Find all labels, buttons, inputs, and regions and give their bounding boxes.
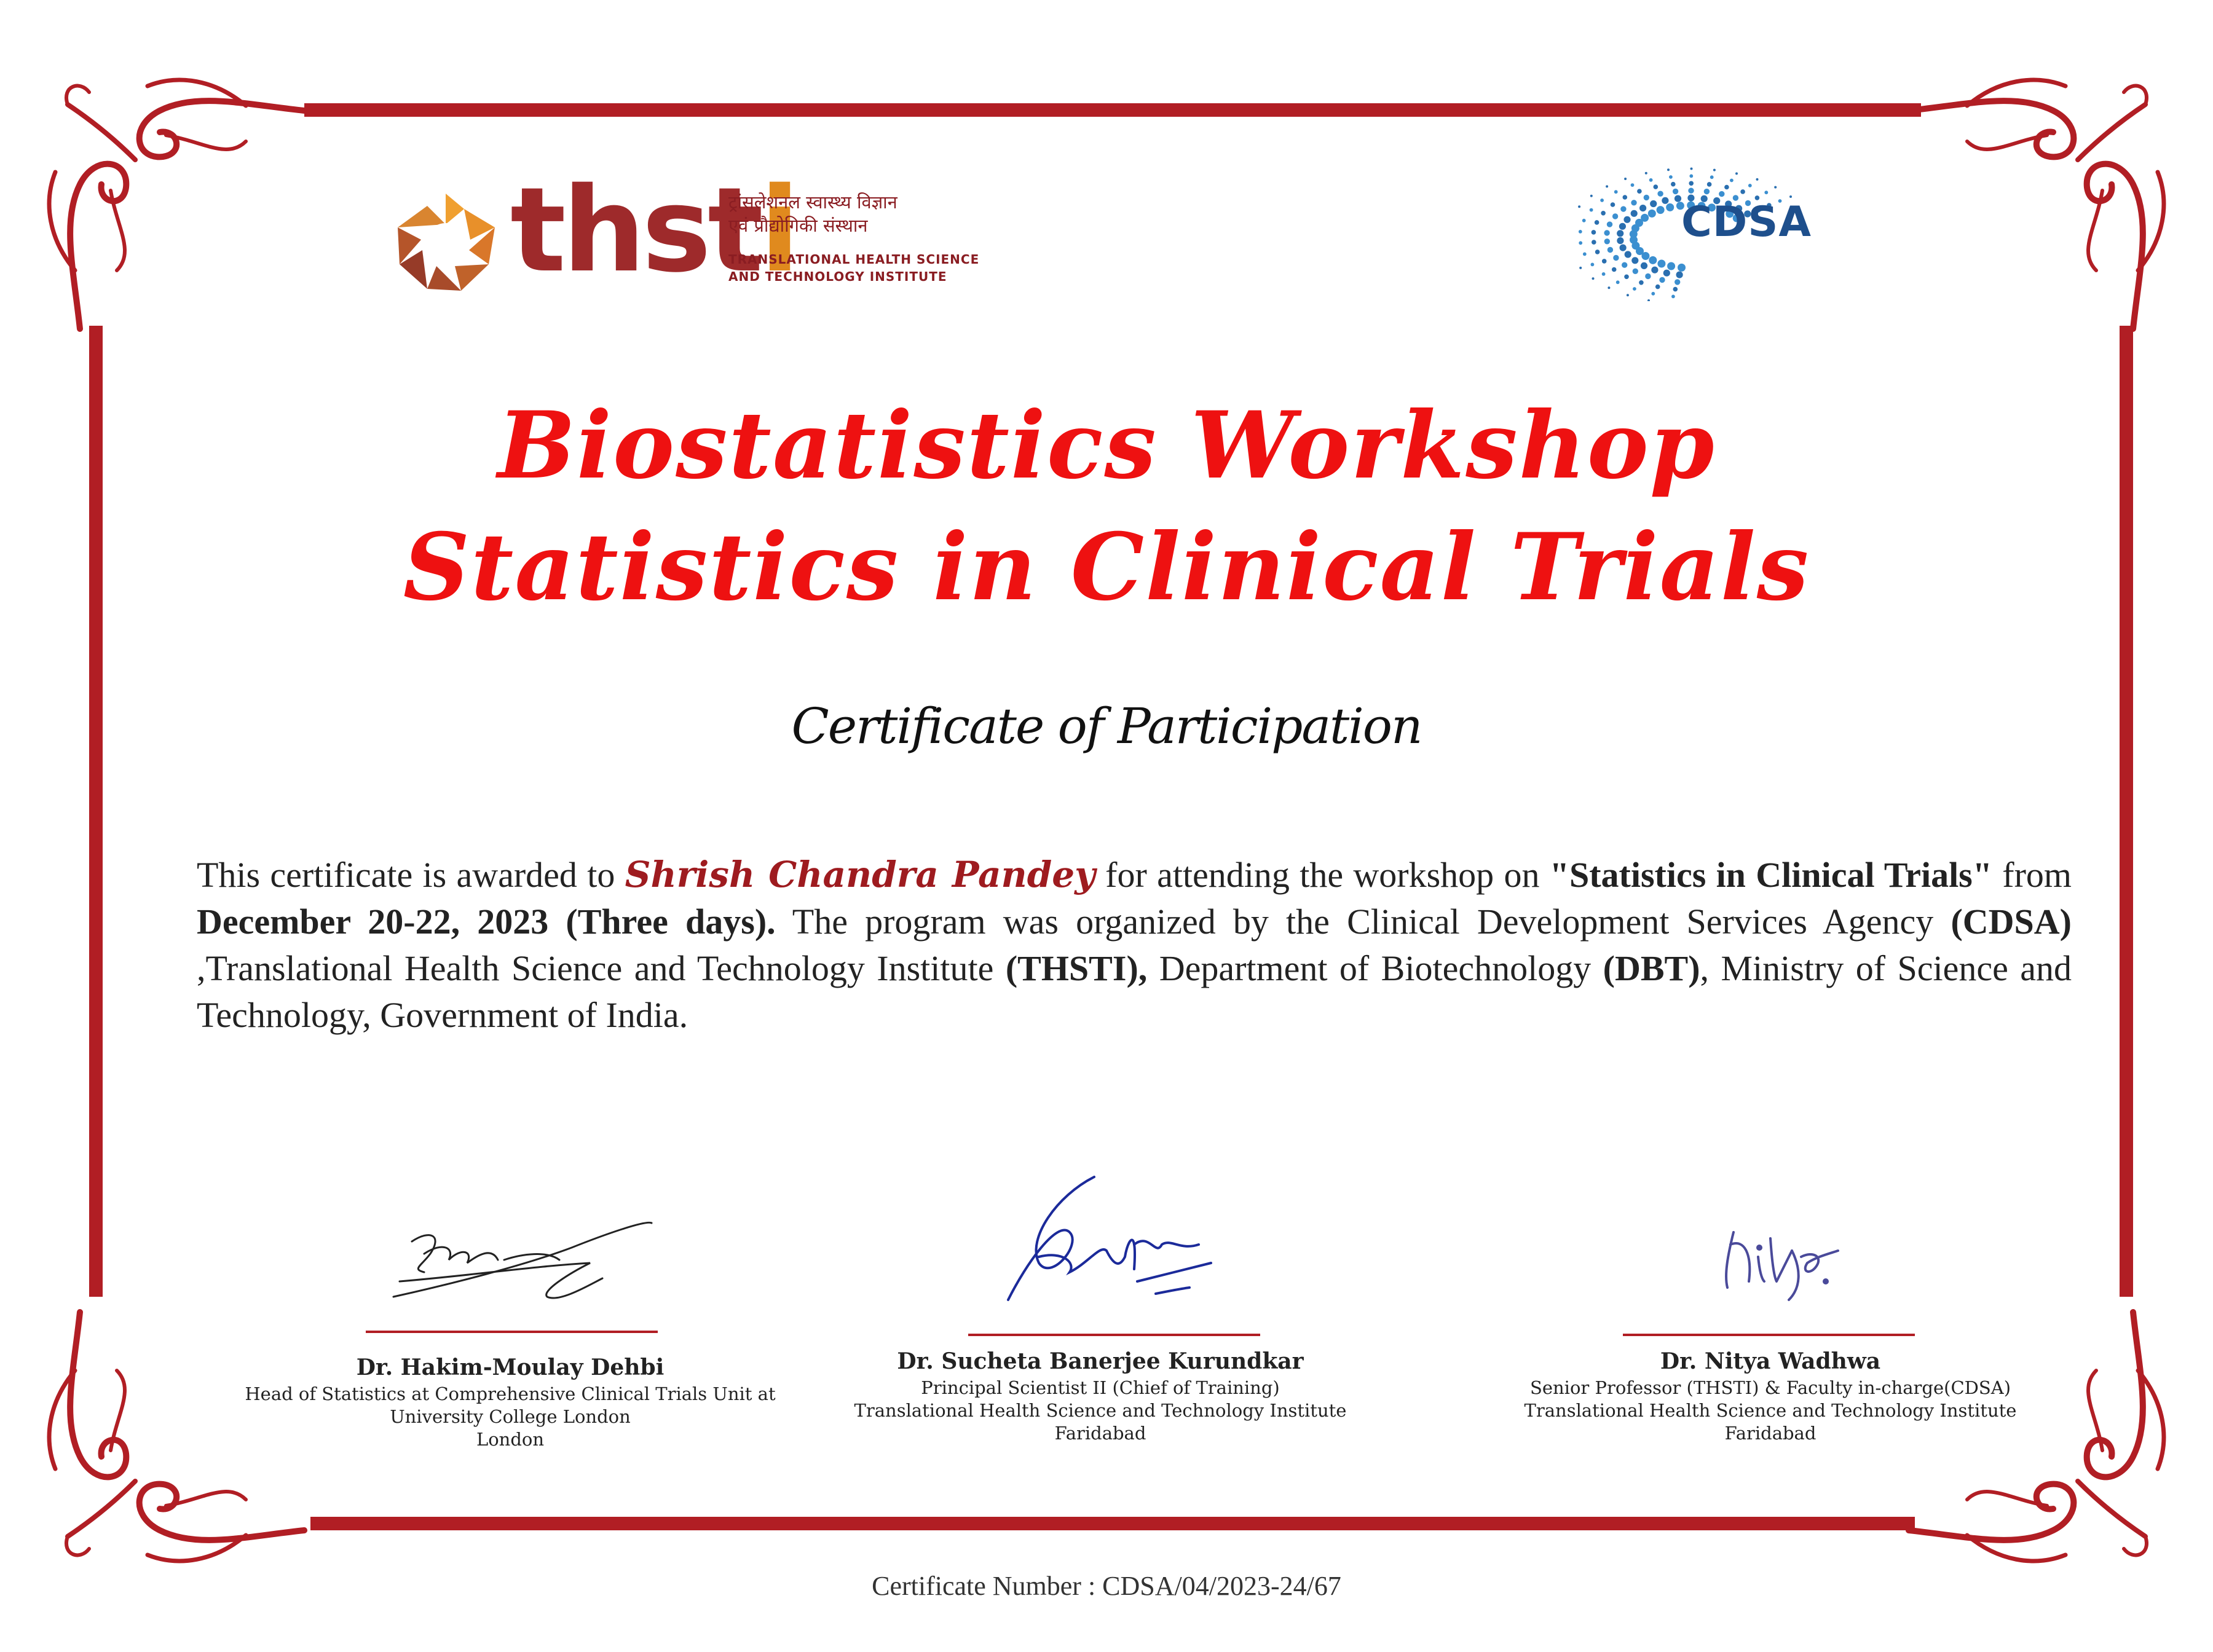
cdsa-dot <box>1595 220 1600 225</box>
cdsa-dot <box>1606 185 1608 187</box>
signatory-3-location: Faridabad <box>1724 1423 1817 1444</box>
cdsa-dot <box>1590 195 1593 197</box>
cdsa-dot <box>1631 257 1638 264</box>
signatory-1-title: Head of Statistics at Comprehensive Clinical Trials Unit at <box>245 1383 776 1404</box>
cdsa-dot <box>1583 253 1587 256</box>
cdsa-dot <box>1641 214 1649 222</box>
signatory-2-location: Faridabad <box>1054 1423 1146 1444</box>
cdsa-dot <box>1607 221 1612 227</box>
cdsa-dot <box>1748 184 1752 187</box>
cdsa-dot <box>1623 216 1630 223</box>
cdsa-dot <box>1592 277 1595 280</box>
signatory-1-location: London <box>476 1429 545 1450</box>
cdsa-dot <box>1578 205 1580 208</box>
cdsa-dot <box>1645 172 1647 175</box>
signature-1-image <box>387 1205 658 1315</box>
cdsa-dot <box>1614 190 1618 194</box>
signature-2-line <box>968 1334 1260 1336</box>
thsti-emblem-icon <box>393 191 498 295</box>
cdsa-dot <box>1675 195 1681 202</box>
cdsa-dot <box>1612 213 1618 219</box>
cdsa-dot <box>1591 263 1595 267</box>
cdsa-dot <box>1602 259 1607 264</box>
cdsa-dot <box>1641 262 1647 269</box>
cdsa-dot <box>1655 285 1660 289</box>
cdsa-dot <box>1688 188 1694 194</box>
signatory-1 <box>203 1352 818 1451</box>
cdsa-dot <box>1651 267 1658 273</box>
cdsa-dot <box>1647 299 1650 301</box>
cdsa-dot <box>1663 270 1670 277</box>
cdsa-dot <box>1774 186 1777 189</box>
cdsa-dot <box>1582 219 1586 222</box>
cdsa-dot <box>1600 199 1604 202</box>
cdsa-dot <box>1631 210 1638 217</box>
cdsa-dot <box>1710 175 1714 179</box>
cdsa-dot <box>1617 237 1623 244</box>
cdsa-dot <box>1611 202 1615 207</box>
body-text-5: ,Translational Health Science and Technology Institute <box>197 948 1006 988</box>
certificate-subtitle: Certificate of Participation <box>791 698 1422 755</box>
cdsa-dot <box>1667 262 1675 270</box>
title-line-2: Statistics in Clinical Trials <box>403 513 1810 621</box>
org-dbt: (DBT) <box>1603 948 1700 988</box>
thsti-english-line2: AND TECHNOLOGY INSTITUTE <box>728 269 947 284</box>
signatory-3-title: Senior Professor (THSTI) & Faculty in-charge(CDSA) <box>1529 1377 2011 1398</box>
cdsa-dot <box>1633 287 1636 291</box>
corner-ornament-top-right <box>1906 68 2170 332</box>
cdsa-dot <box>1619 223 1626 230</box>
cdsa-dot <box>1602 272 1606 276</box>
org-thsti: (THSTI), <box>1005 948 1148 988</box>
body-text-4: The program was organized by the Clinical Development Services Agency <box>775 902 1951 942</box>
corner-ornament-top-left <box>43 68 307 332</box>
cdsa-dot <box>1690 168 1693 170</box>
cdsa-dot <box>1579 230 1582 234</box>
title-line-1: Biostatistics Workshop <box>497 391 1716 500</box>
body-text-3: from <box>1992 855 2072 895</box>
cdsa-dot <box>1671 295 1675 299</box>
cdsa-dot <box>1592 230 1596 235</box>
cdsa-dot <box>1645 273 1651 279</box>
border-bottom-bar <box>310 1517 1915 1530</box>
cdsa-dot <box>1607 247 1613 253</box>
cdsa-dot <box>1713 169 1716 171</box>
cdsa-dot <box>1657 260 1665 268</box>
cdsa-wordmark: CDSA <box>1681 198 1812 246</box>
cdsa-dot <box>1639 280 1644 285</box>
cdsa-dot <box>1724 185 1729 190</box>
signatory-3-institution: Translational Health Science and Technology Institute <box>1524 1400 2017 1421</box>
cdsa-dot <box>1707 182 1712 187</box>
thsti-english-line1: TRANSLATIONAL HEALTH SCIENCE <box>728 252 980 267</box>
cdsa-logo <box>1574 166 1832 301</box>
cdsa-dot <box>1651 292 1655 296</box>
body-text-2: for attending the workshop on <box>1095 855 1550 895</box>
cdsa-dot <box>1624 178 1627 180</box>
thsti-hindi-line2: एवं प्रौद्योगिकी संस्थान <box>728 215 868 236</box>
cdsa-dot <box>1579 267 1582 269</box>
cdsa-dot <box>1620 245 1627 251</box>
cdsa-dot <box>1625 251 1631 258</box>
cdsa-dot <box>1669 175 1673 179</box>
thsti-logo <box>393 162 1008 313</box>
cdsa-dot <box>1704 189 1710 194</box>
cdsa-dot <box>1644 195 1649 200</box>
cdsa-dot <box>1604 230 1609 235</box>
signature-2-image <box>1002 1171 1229 1312</box>
signatory-2-title: Principal Scientist II (Chief of Training) <box>921 1377 1280 1398</box>
recipient-name: Shrish Chandra Pandey <box>625 854 1095 895</box>
cdsa-dot <box>1579 241 1582 245</box>
cdsa-dot <box>1637 189 1642 194</box>
cdsa-dot <box>1649 256 1657 264</box>
signatory-2-institution: Translational Health Science and Technology Institute <box>854 1400 1347 1421</box>
cdsa-dot <box>1667 168 1670 171</box>
cdsa-dot <box>1657 206 1665 214</box>
cdsa-dot <box>1631 183 1635 187</box>
thsti-hindi-line1: ट्रांसलेशनल स्वास्थ्य विज्ञान <box>728 192 897 213</box>
cdsa-dot <box>1730 179 1734 183</box>
cdsa-dot <box>1719 191 1724 197</box>
cdsa-dot <box>1662 197 1668 204</box>
cdsa-dot <box>1590 208 1593 212</box>
body-text-7: , Ministry of Science and Technology, Government of India. <box>197 948 2072 1035</box>
certificate-body <box>197 851 2072 1039</box>
cdsa-dot <box>1624 275 1629 280</box>
cdsa-dot <box>1666 203 1674 211</box>
cdsa-dot <box>1756 178 1759 181</box>
signatory-1-name: Dr. Hakim-Moulay Dehbi <box>356 1355 665 1380</box>
cdsa-dot <box>1612 267 1617 272</box>
cdsa-dot <box>1616 280 1620 284</box>
cdsa-dot <box>1592 240 1596 245</box>
thsti-logo-text <box>728 191 1011 285</box>
cdsa-dot <box>1689 175 1693 178</box>
cdsa-dot <box>1601 211 1606 216</box>
workshop-dates: December 20-22, 2023 (Three days). <box>197 902 776 942</box>
signature-3-line <box>1623 1334 1915 1336</box>
signatory-2-name: Dr. Sucheta Banerjee Kurundkar <box>897 1348 1304 1374</box>
cdsa-dot <box>1673 287 1678 292</box>
cdsa-dot <box>1689 181 1694 186</box>
org-cdsa: (CDSA) <box>1951 902 2072 942</box>
cdsa-dot <box>1671 182 1676 187</box>
cdsa-dot <box>1740 189 1745 194</box>
cdsa-dot <box>1673 189 1678 194</box>
cdsa-dot <box>1627 294 1629 296</box>
cdsa-dot <box>1613 255 1619 261</box>
cdsa-dot <box>1623 195 1628 200</box>
cdsa-dot <box>1648 210 1656 218</box>
cdsa-dot <box>1639 205 1646 211</box>
cdsa-dot <box>1595 250 1600 254</box>
cdsa-dot <box>1650 200 1657 207</box>
thsti-wordmark: thsti <box>510 162 797 298</box>
signatory-3 <box>1463 1346 2078 1445</box>
body-text-6: Department of Biotechnology <box>1147 948 1603 988</box>
certificate-number: Certificate Number : CDSA/04/2023-24/67 <box>872 1571 1341 1601</box>
cdsa-dot <box>1654 184 1659 189</box>
body-text-1: This certificate is awarded to <box>197 855 625 895</box>
signatory-1-institution: University College London <box>390 1406 631 1427</box>
border-top-bar <box>304 103 1921 117</box>
cdsa-dot <box>1675 279 1680 285</box>
signatory-2 <box>793 1346 1408 1445</box>
cdsa-dot <box>1659 277 1665 283</box>
cdsa-dot <box>1764 191 1768 194</box>
cdsa-dot <box>1617 230 1623 237</box>
cdsa-dot <box>1735 172 1738 175</box>
cdsa-dot <box>1604 238 1610 244</box>
cdsa-dot <box>1649 178 1653 182</box>
cdsa-dot <box>1631 200 1636 205</box>
workshop-name: "Statistics in Clinical Trials" <box>1549 855 1992 895</box>
signatory-3-name: Dr. Nitya Wadhwa <box>1660 1348 1881 1374</box>
cdsa-dot <box>1657 191 1663 197</box>
signature-1-line <box>366 1331 658 1333</box>
cdsa-dot <box>1622 262 1627 268</box>
signature-3-image <box>1715 1220 1856 1312</box>
cdsa-dot <box>1620 206 1626 211</box>
cdsa-dot <box>1607 286 1610 289</box>
cdsa-dot <box>1676 272 1683 278</box>
cdsa-dot <box>1678 264 1686 272</box>
cdsa-dot <box>1633 269 1638 274</box>
